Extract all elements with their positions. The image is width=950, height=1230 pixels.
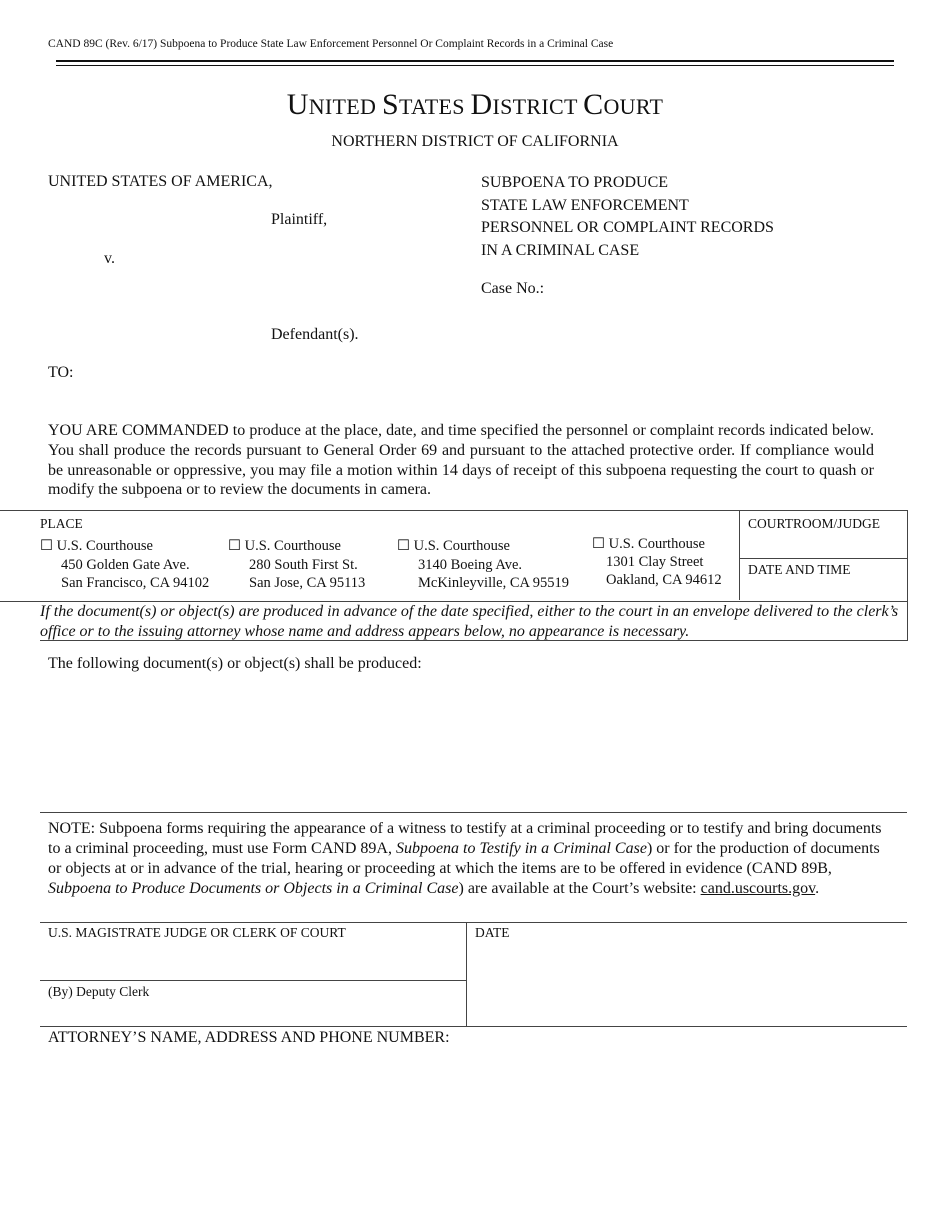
court-title: UNITED STATES DISTRICT COURT <box>286 88 664 121</box>
case-number-label: Case No.: <box>481 280 545 297</box>
caption-line: IN A CRIMINAL CASE <box>481 241 640 259</box>
location-street: 280 South First St. <box>249 556 358 573</box>
caption-line: SUBPOENA TO PRODUCE <box>481 174 669 191</box>
checkbox-icon[interactable]: ☐ <box>397 538 410 554</box>
signature-divider <box>466 922 467 1026</box>
location-city: Oakland, CA 94612 <box>606 572 722 588</box>
checkbox-icon[interactable]: ☐ <box>592 536 605 552</box>
location-city: San Francisco, CA 94102 <box>61 575 210 591</box>
note-rule <box>40 812 907 813</box>
magistrate-judge-label: U.S. MAGISTRATE JUDGE OR CLERK OF COURT <box>48 925 346 940</box>
location-city: McKinleyville, CA 95519 <box>418 575 570 591</box>
court-website-link[interactable]: cand.uscourts.gov <box>700 880 816 897</box>
subpoena-caption <box>481 172 774 262</box>
form-89b-title: Subpoena to Produce Documents or Objects in a Criminal Case <box>48 880 459 897</box>
documents-produced-label: The following document(s) or object(s) shall be produced: <box>48 655 422 672</box>
location-option-mckinleyville[interactable] <box>397 537 569 593</box>
caption-line: PERSONNEL OR COMPLAINT RECORDS <box>481 219 774 237</box>
defendant-label: Defendant(s). <box>271 326 359 343</box>
location-city: San Jose, CA 95113 <box>249 575 366 591</box>
date-label: DATE <box>475 925 510 940</box>
note-paragraph: NOTE: Subpoena forms requiring the appearance of a witness to testify at a criminal proceeding or to testify and bring documents to a criminal proceeding, must use Form CAND 89A, Subpoena to Testify in a Criminal Case) or for the production of documents or objects at or in advance of the trial, hearing or proceeding at which the items are to be offered in evidence (CAND 89B, Subpoena to Produce Documents or Objects in a Criminal Case) are available at the Court’s website: cand.uscourts.gov. <box>48 820 882 897</box>
form-identifier: CAND 89C (Rev. 6/17) Subpoena to Produce State Law Enforcement Personnel Or Complaint Records in a Criminal Case <box>48 38 614 50</box>
location-name: U.S. Courthouse <box>608 536 705 552</box>
location-option-san-jose[interactable] <box>228 537 365 593</box>
advance-production-note: If the document(s) or object(s) are produced in advance of the date specified, either to the court in an envelope delivered to the clerk’s office or to the issuing attorney whose name and address appears below, no appearance is necessary. <box>40 603 899 640</box>
location-option-san-francisco[interactable] <box>40 537 209 593</box>
location-name: U.S. Courthouse <box>56 538 153 554</box>
command-paragraph: YOU ARE COMMANDED to produce at the place, date, and time specified the personnel or complaint records indicated below. You shall produce the records pursuant to General Order 69 and pursuant to the attached protective order. If compliance would be unreasonable or oppressive, you may file a motion within 14 days of receipt of this subpoena requesting the court to quash or modify the subpoena or to review the documents in camera. <box>48 422 874 499</box>
location-street: 450 Golden Gate Ave. <box>61 556 190 573</box>
place-label: PLACE <box>40 516 83 531</box>
courtroom-judge-label: COURTROOM/JUDGE <box>748 516 880 531</box>
place-box-right-edge <box>907 510 908 641</box>
location-street: 1301 Clay Street <box>606 554 704 570</box>
to-label: TO: <box>48 364 74 381</box>
location-option-oakland[interactable] <box>592 535 722 589</box>
place-box-divider <box>739 510 740 600</box>
date-time-label: DATE AND TIME <box>748 562 851 577</box>
location-street: 3140 Boeing Ave. <box>418 556 523 573</box>
signature-bottom-rule <box>40 1026 907 1027</box>
form-89a-title: Subpoena to Testify in a Criminal Case <box>395 840 647 857</box>
header-rule-thick <box>56 60 894 62</box>
attorney-label: ATTORNEY’S NAME, ADDRESS AND PHONE NUMBER: <box>48 1029 450 1046</box>
district-name: NORTHERN DISTRICT OF CALIFORNIA <box>331 133 619 150</box>
versus-label: v. <box>104 250 115 267</box>
caption-line: STATE LAW ENFORCEMENT <box>481 196 689 214</box>
plaintiff-label: Plaintiff, <box>271 211 328 228</box>
location-name: U.S. Courthouse <box>244 538 341 554</box>
deputy-clerk-label: (By) Deputy Clerk <box>48 984 150 999</box>
location-name: U.S. Courthouse <box>413 538 510 554</box>
header-rule-thin <box>56 65 894 66</box>
signature-mid-rule <box>40 980 466 981</box>
checkbox-icon[interactable]: ☐ <box>40 538 53 554</box>
checkbox-icon[interactable]: ☐ <box>228 538 241 554</box>
plaintiff-name: UNITED STATES OF AMERICA, <box>48 173 273 190</box>
courtroom-divider <box>739 558 907 559</box>
signature-top-rule <box>40 922 907 923</box>
advance-note-rule <box>40 640 907 641</box>
